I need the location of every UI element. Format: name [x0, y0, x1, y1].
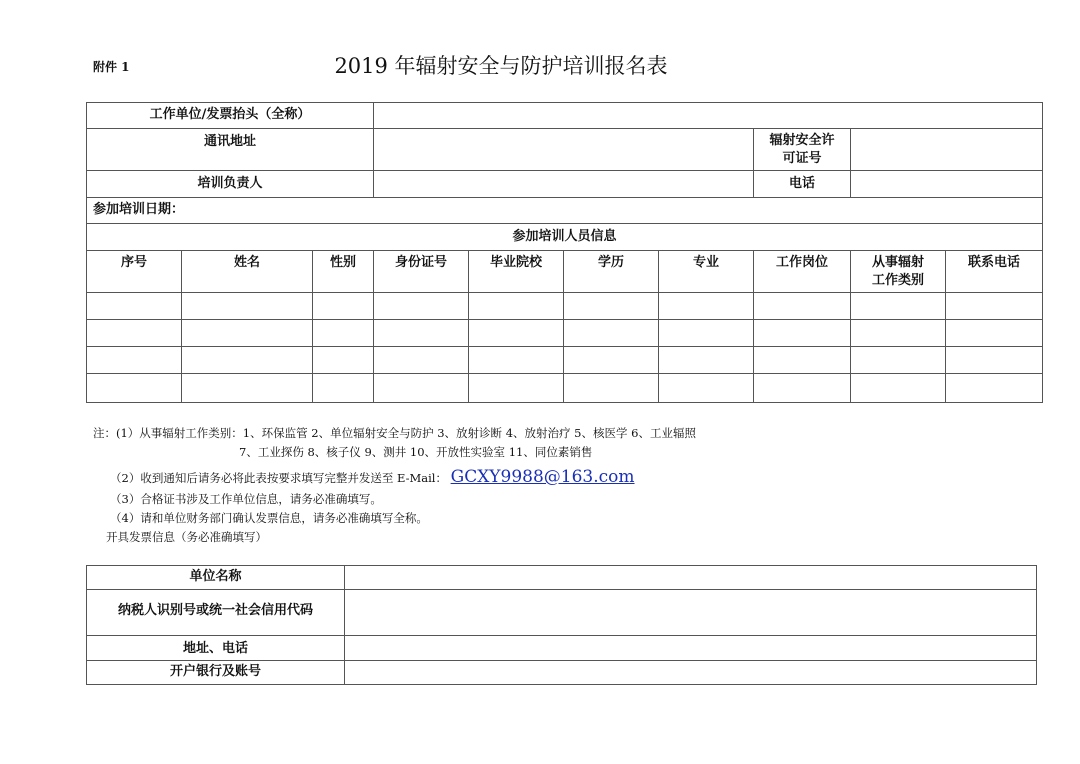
- col-header: 性别: [313, 251, 374, 293]
- note-2-text: （2）收到通知后请务必将此表按要求填写完整并发送至 E-Mail：: [110, 471, 447, 485]
- note-4: （4）请和单位财务部门确认发票信息，请务必准确填写全称。: [110, 511, 428, 525]
- col-header-line2: 工作类别: [872, 273, 925, 288]
- invoice-name-label: 单位名称: [87, 566, 345, 590]
- column-header-row: [87, 251, 1043, 293]
- invoice-bank-field[interactable]: [345, 661, 1037, 685]
- col-header: 身份证号: [374, 251, 469, 293]
- col-header: 专业: [659, 251, 754, 293]
- invoice-name-field[interactable]: [345, 566, 1037, 590]
- manager-field[interactable]: [374, 171, 754, 198]
- trainee-section-title: 参加培训人员信息: [87, 224, 1043, 251]
- invoice-address-label: 地址、电话: [87, 636, 345, 661]
- attachment-label: 附件 1: [93, 60, 130, 74]
- title-text: 2019 年辐射安全与防护培训报名表: [334, 54, 668, 78]
- table-row: [87, 374, 1043, 403]
- license-label: [754, 129, 851, 171]
- invoice-bank-label: 开户银行及账号: [87, 661, 345, 685]
- note-3: （3）合格证书涉及工作单位信息，请务必准确填写。: [110, 492, 382, 506]
- license-label-line1: 辐射安全许: [769, 133, 835, 148]
- invoice-tax-field[interactable]: [345, 590, 1037, 636]
- license-label-line2: 可证号: [782, 151, 822, 166]
- invoice-address-field[interactable]: [345, 636, 1037, 661]
- note-1b: 7、工业探伤 8、核子仪 9、测井 10、开放性实验室 11、同位素销售: [239, 445, 593, 459]
- table-row: [87, 320, 1043, 347]
- date-label: 参加培训日期：: [87, 198, 1043, 224]
- notes-block: [93, 424, 696, 547]
- note-2: [93, 468, 696, 488]
- address-label: 通讯地址: [87, 129, 374, 171]
- col-header: 毕业院校: [469, 251, 564, 293]
- col-header: 学历: [564, 251, 659, 293]
- col-header: 工作岗位: [754, 251, 851, 293]
- col-header: 姓名: [182, 251, 313, 293]
- col-header: 序号: [87, 251, 182, 293]
- page-title: [0, 50, 1080, 80]
- phone-label: 电话: [754, 171, 851, 198]
- invoice-tax-label: 纳税人识别号或统一社会信用代码: [87, 590, 345, 636]
- unit-label: 工作单位/发票抬头（全称）: [87, 103, 374, 129]
- address-field[interactable]: [374, 129, 754, 171]
- invoice-heading: 开具发票信息（务必准确填写）: [106, 530, 267, 544]
- manager-label: 培训负责人: [87, 171, 374, 198]
- table-row: [87, 293, 1043, 320]
- phone-field[interactable]: [851, 171, 1043, 198]
- table-row: [87, 347, 1043, 374]
- note-1a: 注：(1）从事辐射工作类别：1、环保监管 2、单位辐射安全与防护 3、放射诊断 4、放射治疗 5、核医学 6、工业辐照: [93, 426, 696, 440]
- col-header-work-type: [851, 251, 946, 293]
- registration-table: [86, 102, 1043, 403]
- invoice-table: [86, 565, 1037, 685]
- col-header: 联系电话: [946, 251, 1043, 293]
- col-header-line1: 从事辐射: [872, 255, 925, 270]
- license-field[interactable]: [851, 129, 1043, 171]
- unit-field[interactable]: [374, 103, 1043, 129]
- email-link[interactable]: GCXY9988@163.com: [450, 467, 635, 487]
